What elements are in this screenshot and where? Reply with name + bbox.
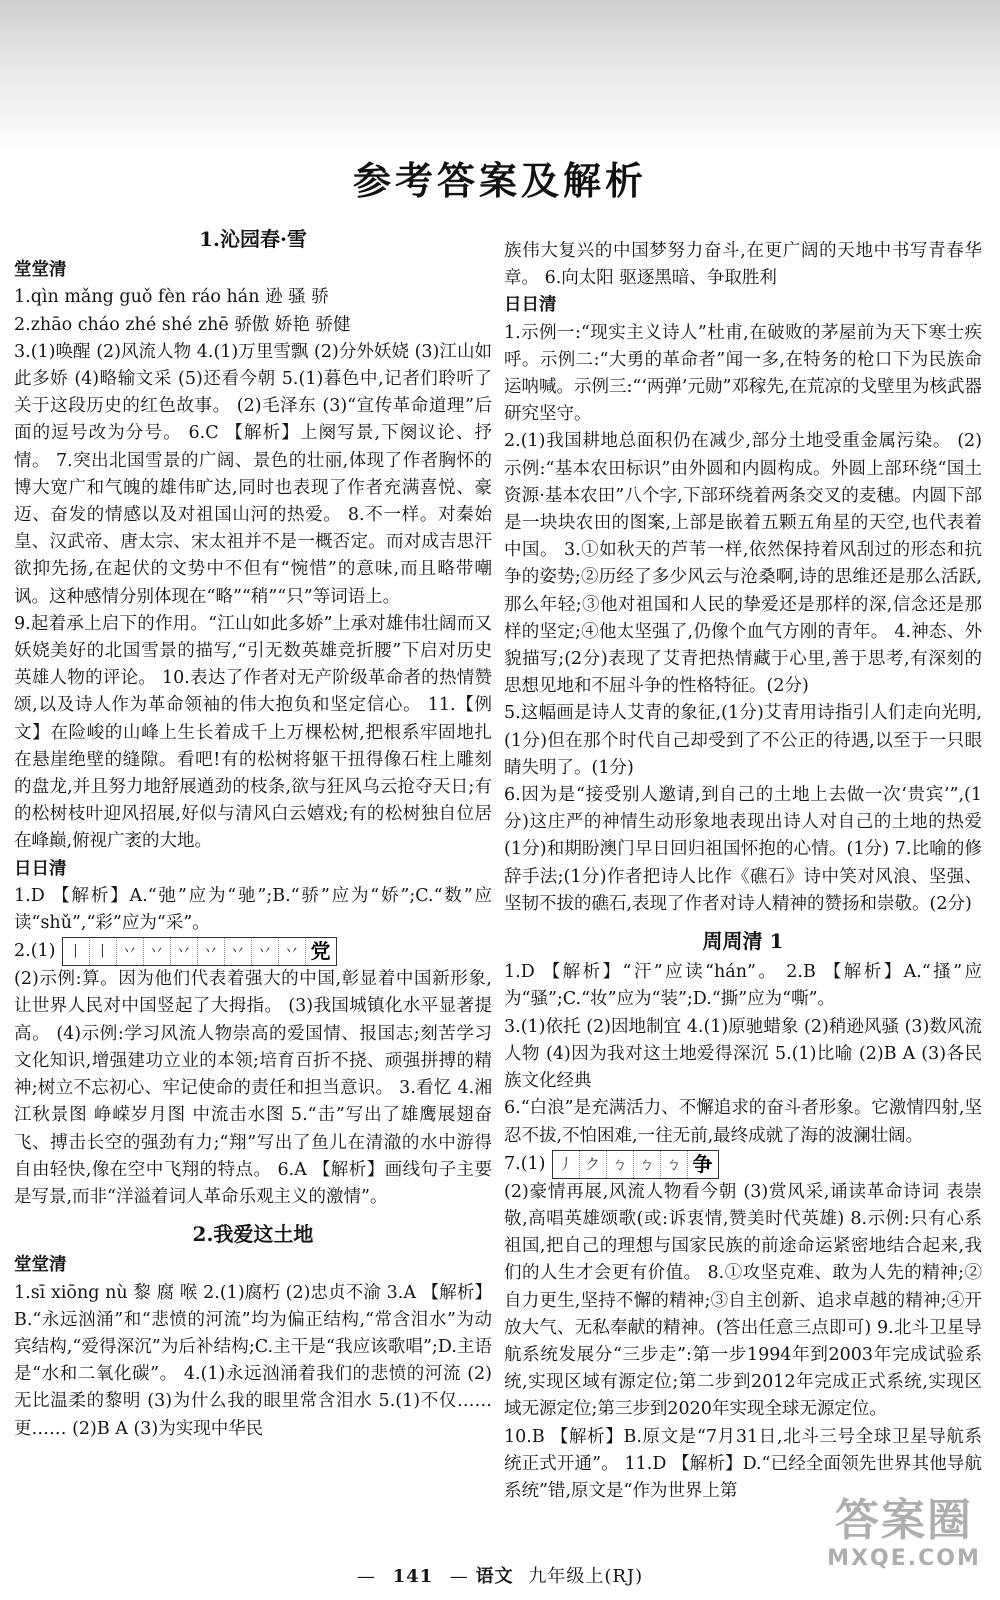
answer-block: 1.D 【解析】A.“弛”应为“驰”;B.“骄”应为“娇”;C.“数”应读“shǔ”,“彩”应为“采”。: [14, 885, 492, 934]
stroke-order-row: [14, 937, 492, 966]
stroke-order-label: 7.(1): [504, 1153, 546, 1174]
lesson-title-2: 2.我爱这土地: [192, 1222, 314, 1247]
stroke-step: 丷: [198, 938, 225, 965]
answer-block: (2)豪情再展,风流人物看今朝 (3)赏风采,诵读革命诗词 表崇敬,高唱英雄颂歌(或:诉衷情,赞美时代英雄) 8.示例:只有心系祖国,把自己的理想与国家民族的前途命运紧密地结合起来,我们的人生才会更有价值。 8.①攻坚克难、敢为人先的精神;②自力更生,坚持不懈的精神;③自主创新、追求卓越的精神;④开放大气、无私奉献的精神。(答出任意三点即可) 9.北斗卫星导航系统发展分“三步走”:第一步1994年到2003年完成试验系统,实现区域有源定位;第二步到2012年完成正式系统,实现区域无源定位;第三步到2020年实现全球无源定位。: [504, 1181, 982, 1420]
watermark-cn: 答案圈: [835, 1495, 973, 1546]
right-column: [504, 238, 982, 1505]
stroke-final-char: 争: [692, 1151, 713, 1176]
stroke-step: ㄅ: [634, 1151, 661, 1178]
stroke-step: 丷: [225, 938, 252, 965]
stroke-step: ㄅ: [661, 1151, 688, 1178]
section-ririqing: 日日清: [504, 295, 557, 316]
footer-dash-left: —: [356, 1566, 376, 1587]
watermark-en: MXQE.COM: [827, 1546, 981, 1571]
watermark-logo: [824, 1496, 984, 1571]
answer-block: 9.起着承上启下的作用。“江山如此多娇”上承对雄伟壮阔而又妖娆美好的北国雪景的描写,“引无数英雄竞折腰”下启对历史英雄人物的评论。 10.表达了作者对无产阶级革命者的热情赞颂,以及诗人作为革命领袖的伟大抱负和坚定信心。 11.【例文】在险峻的山峰上生长着成千上万棵松树,把根系牢固地扎在悬崖绝壁的缝隙。看吧!有的松树将躯干扭得像石柱上雕刻的盘龙,并且努力地舒展遒劲的枝条,欲与狂风乌云抢夺天日;有的松树枝叶迎风招展,好似与清风白云嬉戏;有的松树独自位居在峰巅,俯视广袤的大地。: [14, 613, 492, 852]
footer-grade: 九年级上(RJ): [528, 1566, 644, 1587]
answer-block: 2.(1)我国耕地总面积仍在减少,部分土地受重金属污染。 (2)示例:“基本农田标识”由外圆和内圆构成。外圆上部环绕“国土资源·基本农田”八个字,下部环绕着两条交叉的麦穗。内圆下部是一块块农田的图案,上部是嵌着五颗五角星的天空,也代表着中国。 3.①如秋天的芦苇一样,依然保持着风刮过的形态和抗争的姿势;②历经了多少风云与沧桑啊,诗的思维还是那么活跃,那么年轻;③他对祖国和人民的挚爱还是那样的深,信念还是那样的坚定;④他太坚强了,仍像个血气方刚的青年。 4.神态、外貌描写;(2分)表现了艾青把热情藏于心里,善于思考,有深刻的思想见地和不屈斗争的性格特征。(2分): [504, 431, 982, 697]
stroke-step: 丷: [252, 938, 279, 965]
scan-top-strip: [0, 0, 1000, 150]
answer-block: 1.示例一:“现实主义诗人”杜甫,在破败的茅屋前为天下寒士疾呼。示例二:“大勇的革命者”闻一多,在特务的枪口下为民族命运呐喊。示例三:“‘两弹’元勋”邓稼先,在荒凉的戈壁里为核武器研究坚守。: [504, 322, 982, 425]
stroke-step: 丷: [117, 938, 144, 965]
answer-block: 6.“白浪”是充满活力、不懈追求的奋斗者形象。它激情四射,坚忍不拔,不怕困难,一往无前,最终成就了海的波澜壮阔。: [504, 1098, 982, 1146]
weekly-title: 周周清 1: [702, 929, 784, 954]
stroke-step: 丷: [144, 938, 171, 965]
stroke-step: 丨: [63, 938, 90, 965]
stroke-order-grid: [552, 1150, 719, 1179]
answer-pinyin-1: 1.qìn mǎng guǒ fèn ráo hán 逊 骚 骄: [14, 287, 329, 308]
section-tangtangqing: 堂堂清: [14, 260, 67, 281]
stroke-step: 丿: [553, 1151, 580, 1178]
stroke-order-label: 2.(1): [14, 941, 56, 962]
answer-block: 3.(1)唤醒 (2)风流人物 4.(1)万里雪飘 (2)分外妖娆 (3)江山如此多娇 (4)略输文采 (5)还看今朝 5.(1)暮色中,记者们聆听了关于这段历史的红色故事。 (2)毛泽东 (3)“宣传革命道理”后面的逗号改为分号。 6.C 【解析】上阕写景,下阕议论、抒情。 7.突出北国雪景的广阔、景色的壮丽,体现了作者胸怀的博大宽广和气魄的雄伟旷达,同时也表现了作者充满喜悦、豪迈、奋发的情感以及对祖国山河的热爱。 8.不一样。对秦始皇、汉武帝、唐太宗、宋太祖并不是一概否定。而对成吉思汗欲抑先扬,在起伏的文势中不但有“惋惜”的意味,而且略带嘲讽。这种感情分别体现在“略”“稍”“只”等词语上。: [14, 341, 492, 607]
footer-subject: 语文: [475, 1566, 514, 1587]
section-ririqing: 日日清: [14, 858, 67, 879]
stroke-order-grid: [62, 937, 337, 966]
answer-block: 3.(1)依托 (2)因地制宜 4.(1)原驰蜡象 (2)稍逊风骚 (3)数风流人物 (4)因为我对这土地爱得深沉 5.(1)比喻 (2)B A (3)各民族文化经典: [504, 1016, 982, 1092]
answer-block: 10.B 【解析】B.原文是“7月31日,北斗三号全球卫星导航系统正式开通”。 11.D 【解析】D.“已经全面领先世界其他导航系统”错,原文是“作为世界上第: [504, 1426, 982, 1501]
answer-block: 6.因为是“接受别人邀请,到自己的土地上去做一次‘贵宾’”,(1分)这庄严的神情生动形象地表现出诗人对自己的土地的热爱(1分)和期盼澳门早日回归祖国怀抱的心情。(1分) 7.比喻的修辞手法;(1分)作者把诗人比作《礁石》诗中笑对风浪、坚强、坚韧不拔的礁石,表现了作者对诗人精神的赞扬和崇敬。(2分): [504, 785, 982, 914]
page-number: 141: [392, 1566, 434, 1587]
stroke-order-row: [504, 1150, 982, 1179]
page-title: 参考答案及解析: [352, 158, 647, 203]
stroke-step: ク: [580, 1151, 607, 1178]
footer-dash-right: —: [449, 1566, 469, 1587]
stroke-step: 丷: [171, 938, 198, 965]
stroke-final-char: 党: [310, 939, 331, 964]
answer-pinyin-2: 2.zhāo cháo zhé shé zhē 骄傲 娇艳 骄健: [14, 314, 351, 335]
answer-block: 5.这幅画是诗人艾青的象征,(1分)艾青用诗指引人们走向光明,(1分)但在那个时代自己却受到了不公正的待遇,以至于一只眼睛失明了。(1分): [504, 703, 982, 778]
left-column: [14, 224, 492, 1443]
section-tangtangqing: 堂堂清: [14, 1255, 67, 1276]
stroke-step: ㄅ: [607, 1151, 634, 1178]
answer-block: (2)示例:算。因为他们代表着强大的中国,彰显着中国新形象,让世界人民对中国竖起了大拇指。 (3)我国城镇化水平显著提高。 (4)示例:学习风流人物崇高的爱国情、报国志;刻苦学习文化知识,增强建功立业的本领;培育百折不挠、顽强拼搏的精神;树立不忘初心、牢记使命的责任和担当意识。 3.看忆 4.湘江秋景图 峥嵘岁月图 中流击水图 5.“击”写出了雄鹰展翅奋飞、搏击长空的强劲有力;“翔”写出了鱼儿在清澈的水中游得自由轻快,像在空中飞翔的特点。 6.A 【解析】画线句子主要是写景,而非“洋溢着词人革命乐观主义的激情”。: [14, 969, 492, 1207]
answer-block: 1.sī xiōng nù 黎 腐 喉 2.(1)腐朽 (2)忠贞不渝 3.A 【解析】B.“永远汹涌”和“悲愤的河流”均为偏正结构,“常含泪水”为动宾结构,“爱得深沉”为后补结构;C.主干是“我应该歌唱”;D.主语是“水和二氧化碳”。 4.(1)永远汹涌着我们的悲愤的河流 (2)无比温柔的黎明 (3)为什么我的眼里常含泪水 5.(1)不仅……更…… (2)B A (3)为实现中华民: [14, 1282, 492, 1439]
lesson-title-1: 1.沁园春·雪: [199, 227, 307, 251]
answer-block: 1.D 【解析】“汗”应读“hán”。 2.B 【解析】A.“搔”应为“骚”;C.“妆”应为“装”;D.“撕”应为“嘶”。: [504, 962, 982, 1010]
stroke-step: 丨: [90, 938, 117, 965]
stroke-step: 丷: [279, 938, 306, 965]
answer-block: 族伟大复兴的中国梦努力奋斗,在更广阔的天地中书写青春华章。 6.向太阳 驱逐黑暗、争取胜利: [504, 241, 982, 289]
